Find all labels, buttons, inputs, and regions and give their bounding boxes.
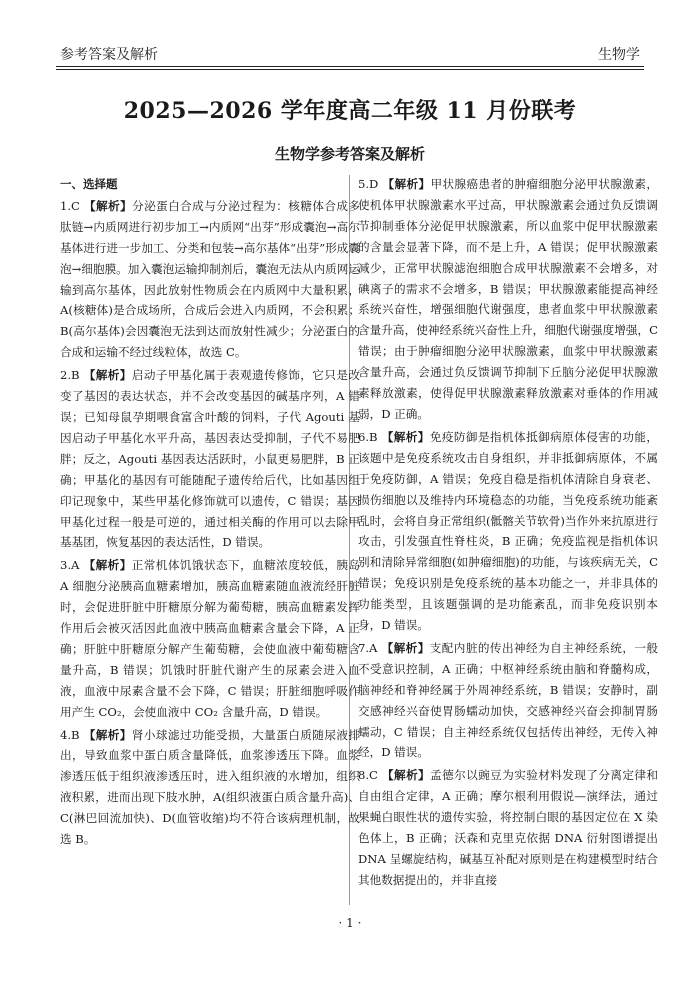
answer-text: 分泌蛋白合成与分泌过程为：核糖体合成多肽链→内质网进行初步加工→内质网“出芽”形成囊泡→高尔基体进行进一步加工、分类和包装→高尔基体“出芽”形成囊泡→细胞膜。加入囊泡运输抑制剂后，囊泡无法从内质网运输到高尔基体，因此放射性物质会在内质网中大量积累，A(核糖体)是合成场所，合成后会进入内质网，不会积累；B(高尔基体)会因囊泡无法到达而放射性减少；分泌蛋白的合成和运输不经过线粒体，故选 C。 xyxy=(60,198,360,360)
answer-number: 5.D xyxy=(358,177,379,191)
answer-item-8 xyxy=(358,765,658,890)
right-column xyxy=(358,174,658,893)
section-heading: 一、选择题 xyxy=(60,177,118,191)
analysis-tag: 【解析】 xyxy=(382,177,431,191)
answer-number: 3.A xyxy=(60,558,80,573)
answer-item-3 xyxy=(60,555,360,722)
page-header xyxy=(60,40,640,64)
answer-item-6 xyxy=(358,427,658,636)
analysis-tag: 【解析】 xyxy=(83,558,132,573)
answer-item-2 xyxy=(60,365,360,553)
answer-number: 7.A xyxy=(358,640,378,655)
answer-item-5 xyxy=(358,174,658,425)
answer-item-1 xyxy=(60,196,360,363)
answer-number: 8.C xyxy=(358,768,378,783)
answer-number: 6.B xyxy=(358,429,378,444)
analysis-tag: 【解析】 xyxy=(382,768,431,783)
header-left-label: 参考答案及解析 xyxy=(60,47,158,63)
answer-number: 2.B xyxy=(60,368,80,383)
answer-text: 免疫防御是指机体抵御病原体侵害的功能，该题中是免疫系统攻击自身组织，并非抵御病原体，不属于免疫防御，A 错误；免疫自稳是指机体清除自身衰老、损伤细胞以及维持内环境稳态的功能，当免疫系统功能紊乱时，会将自身正常组织(骶髂关节软骨)当作外来抗原进行攻击，引发强直性脊柱炎，B 正确；免疫监视是指机体识别和清除异常细胞(如肿瘤细胞)的功能，与该疾病无关，C 错误；免疫识别是免疫系统的基本功能之一，并非具体的功能类型，且该题强调的是功能紊乱，而非免疫识别本身，D 错误。 xyxy=(358,429,658,633)
page-number: · 1 · xyxy=(338,916,362,930)
left-column xyxy=(60,174,360,852)
answer-number: 1.C xyxy=(60,198,80,213)
answer-item-7 xyxy=(358,638,658,763)
header-rule xyxy=(56,66,644,67)
answer-text: 支配内脏的传出神经为自主神经系统，一般不受意识控制，A 正确；中枢神经系统由脑和脊髓构成，脑神经和脊神经属于外周神经系统，B 错误；安静时，副交感神经兴奋使胃肠蠕动加快，交感神经兴奋会抑制胃肠蠕动，C 错误；自主神经系统仅包括传出神经，无传入神经，D 错误。 xyxy=(358,640,658,760)
answer-text: 正常机体饥饿状态下，血糖浓度较低，胰岛 A 细胞分泌胰高血糖素增加，胰高血糖素随血液流经肝脏时，会促进肝脏中肝糖原分解为葡萄糖，胰高血糖素发挥作用后会被灭活因此血液中胰高血糖素含量会下降，A 正确；肝脏中肝糖原分解产生葡萄糖，会使血液中葡萄糖含量升高，B 错误；饥饿时肝脏代谢产生的尿素会进入血液，血液中尿素含量不会下降，C 错误；肝脏细胞呼吸作用产生 CO₂，会使血液中 CO₂ 含量升高，D 错误。 xyxy=(60,558,360,719)
answer-number: 4.B xyxy=(60,727,80,742)
exam-title: 2025—2026 学年度高二年级 11 月份联考 xyxy=(123,98,577,124)
analysis-tag: 【解析】 xyxy=(84,198,133,213)
answer-text: 肾小球滤过功能受损，大量蛋白质随尿液排出，导致血浆中蛋白质含量降低，血浆渗透压下降。血浆渗透压低于组织液渗透压时，进入组织液的水增加，组织液积累，进而出现下肢水肿，A(组织液蛋白质含量升高)、C(淋巴回流加快)、D(血管收缩)均不符合该病理机制，故选 B。 xyxy=(60,727,360,847)
answer-text: 甲状腺癌患者的肿瘤细胞分泌甲状腺激素，使机体甲状腺激素水平过高，甲状腺激素会通过负反馈调节抑制垂体分泌促甲状腺激素，所以血浆中促甲状腺激素的含量会显著下降，而不是上升，A 错误；促甲状腺激素减少，正常甲状腺滤泡细胞合成甲状腺激素不会增多，对碘离子的需求不会增多，B 错误；甲状腺激素能提高神经系统兴奋性，增强细胞代谢强度，患者血浆中甲状腺激素含量升高，使神经系统兴奋性上升，细胞代谢强度增强，C 错误；由于肿瘤细胞分泌甲状腺激素，血浆中甲状腺激素含量升高，会通过负反馈调节抑制下丘脑分泌促甲状腺激素释放激素，使得促甲状腺激素释放激素对垂体的作用减弱，D 正确。 xyxy=(358,177,658,421)
exam-subtitle: 生物学参考答案及解析 xyxy=(274,145,425,163)
analysis-tag: 【解析】 xyxy=(83,368,132,383)
answer-text: 启动子甲基化属于表观遗传修饰，它只是改变了基因的表达状态，并不会改变基因的碱基序列，A 错误；已知母鼠孕期喂食富含叶酸的饲料，子代 Agouti 基因启动子甲基化水平升高，基因表达受抑制，子代不易肥胖；反之，Agouti 基因表达活跃时，小鼠更易肥胖，B 正确；甲基化的基因有可能随配子遗传给后代，比如基因组印记现象中，某些甲基化修饰就可以遗传，C 错误；基因甲基化过程一般是可逆的，通过相关酶的作用可以去除甲基基团，恢复基因的表达活性，D 错误。 xyxy=(60,368,360,550)
analysis-tag: 【解析】 xyxy=(381,640,430,655)
analysis-tag: 【解析】 xyxy=(381,429,430,444)
header-subject-label: 生物学 xyxy=(598,47,640,63)
answer-item-4 xyxy=(60,725,360,850)
header-rule-secondary xyxy=(56,69,644,70)
answer-text: 孟德尔以豌豆为实验材料发现了分离定律和自由组合定律，A 正确；摩尔根利用假说—演绎法，通过果蝇白眼性状的遗传实验，将控制白眼的基因定位在 X 染色体上，B 正确；沃森和克里克依据 DNA 衍射图谱提出 DNA 呈螺旋结构，碱基互补配对原则是在构建模型时结合其他数据提出的，并非直接 xyxy=(358,768,658,887)
analysis-tag: 【解析】 xyxy=(83,727,132,742)
